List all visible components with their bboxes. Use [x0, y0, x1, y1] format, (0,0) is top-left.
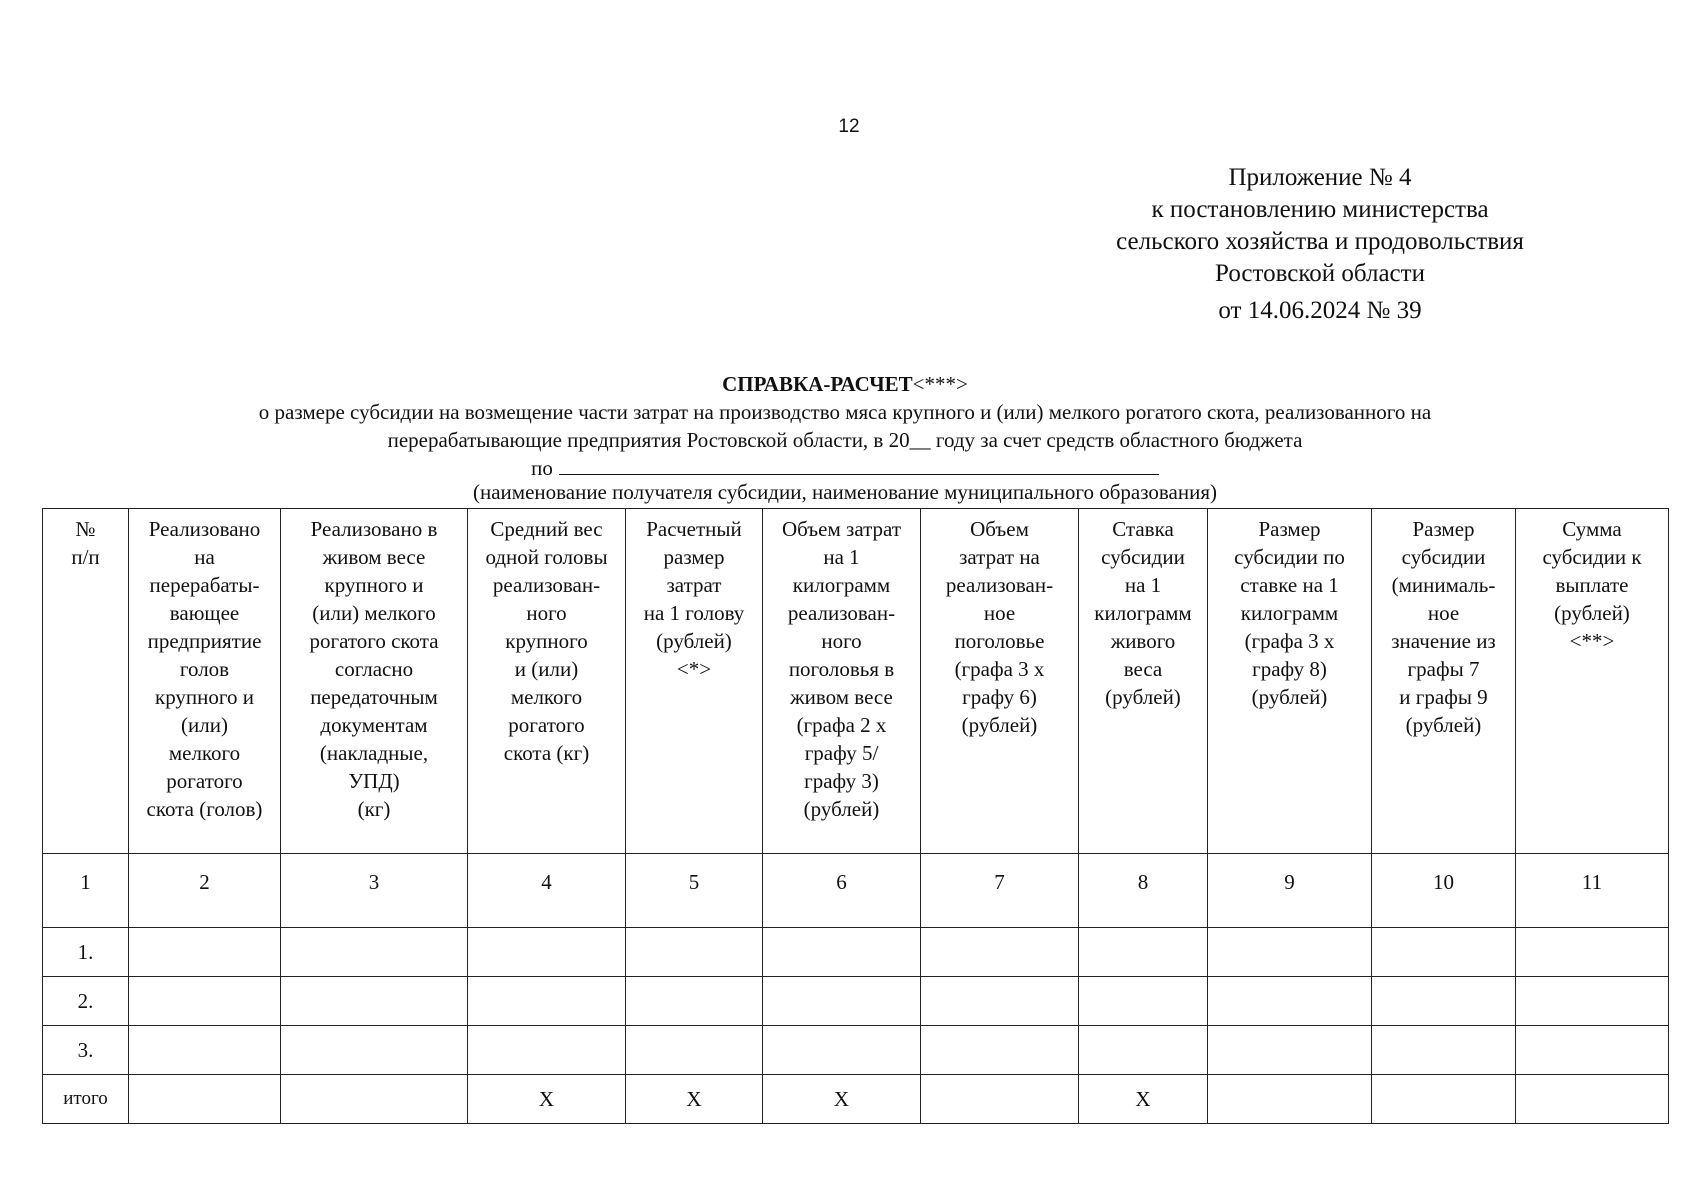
table-cell[interactable] — [468, 1026, 626, 1075]
row-number-cell: 1. — [43, 928, 129, 977]
table-cell[interactable] — [1516, 928, 1669, 977]
column-number-cell: 8 — [1079, 854, 1208, 928]
column-number-row — [43, 854, 1669, 928]
table-cell[interactable] — [1516, 1026, 1669, 1075]
total-row — [43, 1075, 1669, 1124]
row-number-cell: 2. — [43, 977, 129, 1026]
total-cell[interactable] — [129, 1075, 281, 1124]
column-header-2: Реализовано на перерабаты- вающее предприятие голов крупного и (или) мелкого рогатого скота (голов) — [129, 509, 281, 854]
column-header-10: Размер субсидии (минималь- ное значение из графы 7 и графы 9 (рублей) — [1372, 509, 1516, 854]
column-number-cell: 9 — [1208, 854, 1372, 928]
document-title — [40, 370, 1650, 398]
column-number-cell: 3 — [281, 854, 468, 928]
document-title-text: СПРАВКА-РАСЧЕТ — [722, 372, 913, 396]
total-cell[interactable] — [1208, 1075, 1372, 1124]
column-number-cell: 6 — [763, 854, 921, 928]
appendix-date-line: от 14.06.2024 № 39 — [1218, 297, 1422, 324]
table-cell[interactable] — [281, 1026, 468, 1075]
column-header-6: Объем затрат на 1 килограмм реализован- ного поголовья в живом весе (графа 2 х графу 5/ графу 3) (рублей) — [763, 509, 921, 854]
column-number-cell: 5 — [626, 854, 763, 928]
table-header-row — [43, 509, 1669, 854]
column-header-8: Ставка субсидии на 1 килограмм живого веса (рублей) — [1079, 509, 1208, 854]
column-header-5: Расчетный размер затрат на 1 голову (рублей) <*> — [626, 509, 763, 854]
total-cell[interactable] — [281, 1075, 468, 1124]
table-cell[interactable] — [1372, 928, 1516, 977]
column-header-3: Реализовано в живом весе крупного и (или) мелкого рогатого скота согласно передаточным документам (накладные, УПД) (кг) — [281, 509, 468, 854]
table-cell[interactable] — [468, 977, 626, 1026]
document-subtitle: перерабатывающие предприятия Ростовской области, в 20__ году за счет средств областного бюджета — [387, 428, 1303, 452]
column-number-cell: 7 — [921, 854, 1079, 928]
table-cell[interactable] — [626, 928, 763, 977]
table-cell[interactable] — [763, 1026, 921, 1075]
appendix-block — [1070, 162, 1570, 327]
column-number-cell: 1 — [43, 854, 129, 928]
table-cell[interactable] — [763, 977, 921, 1026]
table-body — [43, 854, 1669, 1124]
title-footnote-mark: <***> — [912, 372, 968, 396]
column-number-cell: 2 — [129, 854, 281, 928]
table-cell[interactable] — [1208, 928, 1372, 977]
table-cell[interactable] — [1079, 1026, 1208, 1075]
recipient-blank-field[interactable] — [559, 454, 1159, 475]
table-cell[interactable] — [129, 1026, 281, 1075]
total-cell: Х — [626, 1075, 763, 1124]
column-header-7: Объем затрат на реализован- ное поголовье (графа 3 х графу 6) (рублей) — [921, 509, 1079, 854]
total-cell: Х — [763, 1075, 921, 1124]
document-heading — [40, 370, 1650, 510]
column-number-cell: 10 — [1372, 854, 1516, 928]
table-row — [43, 1026, 1669, 1075]
document-subtitle: о размере субсидии на возмещение части затрат на производство мяса крупного и (или) мелкого рогатого скота, реализованного на — [258, 400, 1432, 424]
table-cell[interactable] — [129, 928, 281, 977]
table-cell[interactable] — [921, 1026, 1079, 1075]
total-cell[interactable] — [921, 1075, 1079, 1124]
table-row — [43, 928, 1669, 977]
table-cell[interactable] — [1516, 977, 1669, 1026]
table-cell[interactable] — [1208, 1026, 1372, 1075]
table-cell[interactable] — [763, 928, 921, 977]
table-cell[interactable] — [1079, 977, 1208, 1026]
appendix-line: сельского хозяйства и продовольствия — [1116, 228, 1524, 255]
total-cell: Х — [1079, 1075, 1208, 1124]
column-header-9: Размер субсидии по ставке на 1 килограмм (графа 3 х графу 8) (рублей) — [1208, 509, 1372, 854]
page-number: 12 — [838, 116, 860, 137]
column-number-cell: 4 — [468, 854, 626, 928]
appendix-line: Приложение № 4 — [1228, 164, 1412, 191]
table-cell[interactable] — [921, 928, 1079, 977]
column-number-cell: 11 — [1516, 854, 1669, 928]
total-cell: Х — [468, 1075, 626, 1124]
recipient-note: (наименование получателя субсидии, наименование муниципального образования) — [472, 480, 1218, 504]
column-header-11: Сумма субсидии к выплате (рублей) <**> — [1516, 509, 1669, 854]
table-cell[interactable] — [921, 977, 1079, 1026]
column-header-1: № п/п — [43, 509, 129, 854]
total-label: итого — [43, 1075, 129, 1124]
total-cell[interactable] — [1516, 1075, 1669, 1124]
appendix-line: к постановлению министерства — [1151, 196, 1489, 223]
table-cell[interactable] — [281, 977, 468, 1026]
table-cell[interactable] — [1208, 977, 1372, 1026]
table-cell[interactable] — [1079, 928, 1208, 977]
recipient-prefix: по — [531, 456, 553, 480]
table-row — [43, 977, 1669, 1026]
table-cell[interactable] — [1372, 1026, 1516, 1075]
row-number-cell: 3. — [43, 1026, 129, 1075]
calculation-table — [42, 508, 1669, 1124]
table-cell[interactable] — [1372, 977, 1516, 1026]
column-header-4: Средний вес одной головы реализован- ного крупного и (или) мелкого рогатого скота (кг) — [468, 509, 626, 854]
total-cell[interactable] — [1372, 1075, 1516, 1124]
table-cell[interactable] — [129, 977, 281, 1026]
table-cell[interactable] — [626, 1026, 763, 1075]
table-cell[interactable] — [626, 977, 763, 1026]
table-cell[interactable] — [468, 928, 626, 977]
table-cell[interactable] — [281, 928, 468, 977]
appendix-line: Ростовской области — [1215, 260, 1425, 287]
